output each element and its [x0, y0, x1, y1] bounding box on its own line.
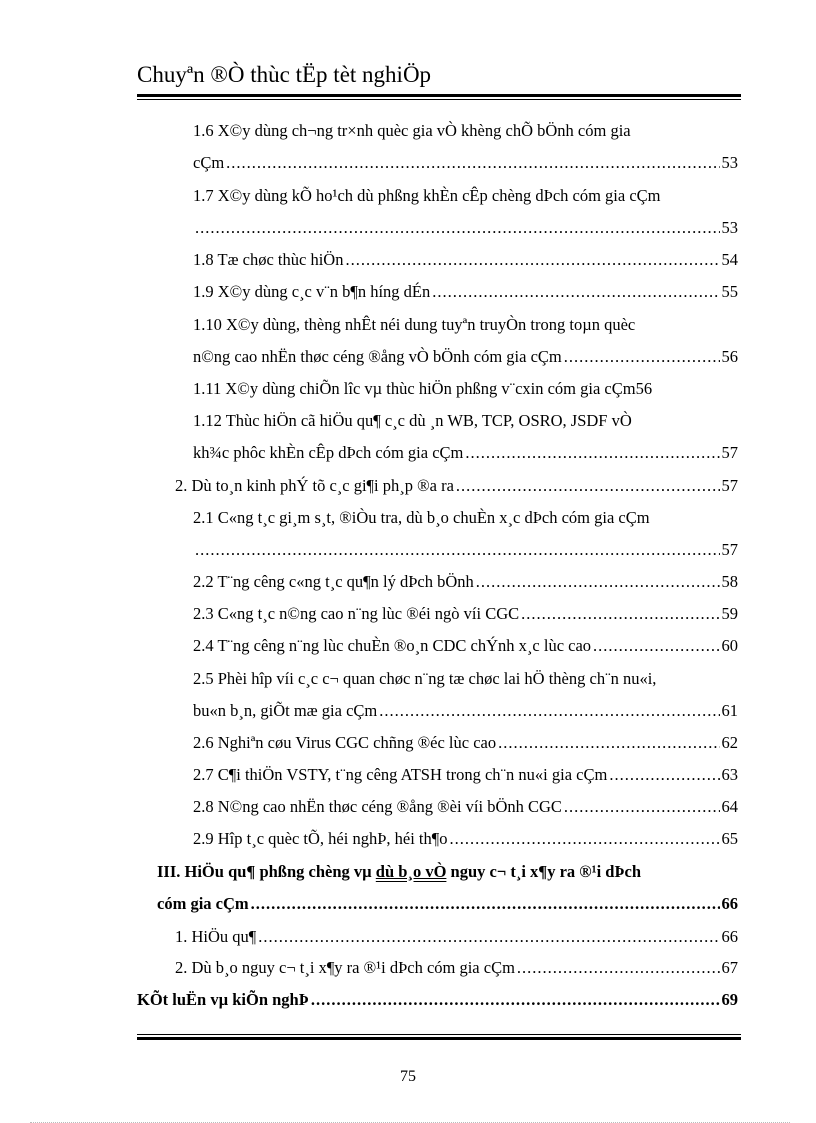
toc-entry-text: 2.7 C¶i thiÖn VSTY, t¨ng cêng ATSH trong ch¨n nu«i gia cÇm	[193, 765, 608, 784]
toc-page-number: 63	[721, 765, 738, 784]
toc-entry-text: 2.3 C«ng t¸c n©ng cao n¨ng lùc ®éi ngò víi CGC	[193, 604, 520, 623]
toc-entry-iii-1	[175, 927, 738, 947]
toc-entry-text: 2.9 Hîp t¸c quèc tÕ, héi nghÞ, héi th¶o	[193, 829, 448, 848]
toc-entry-text: 1.9 X©y dùng c¸c v¨n b¶n híng dÉn	[193, 282, 431, 301]
toc-section-iii	[157, 862, 738, 882]
toc-entry-1-7-cont	[193, 218, 738, 238]
toc-entry-2-3	[193, 604, 738, 624]
toc-page-number: 64	[721, 797, 738, 816]
toc-entry-2-1-cont	[193, 540, 738, 560]
toc-entry-text: cóm gia cÇm	[157, 894, 249, 913]
toc-entry-text: 2.1 C«ng t¸c gi¸m s¸t, ®iÒu tra, dù b¸o chuÈn x¸c dÞch cóm gia cÇm	[193, 508, 650, 527]
toc-entry-text: cÇm	[193, 153, 225, 172]
toc-leader-dots	[564, 347, 720, 367]
toc-leader-dots	[498, 733, 719, 753]
toc-leader-dots	[258, 927, 719, 947]
toc-page-number: 57	[721, 443, 738, 462]
toc-entry-2-2	[193, 572, 738, 592]
toc-entry-text: bu«n b¸n, giÕt mæ gia cÇm	[193, 701, 378, 720]
toc-page-number: 65	[721, 829, 738, 848]
toc-entry-1-12	[193, 411, 738, 431]
toc-entry-text: 1.11 X©y dùng chiÕn lîc vµ thùc hiÖn phßng v¨cxin cóm gia cÇm	[193, 379, 636, 398]
toc-page-number: 59	[721, 604, 738, 623]
toc-page-number: 53	[721, 153, 738, 172]
toc-page-number: 67	[721, 958, 738, 977]
toc-entry-1-7	[193, 186, 738, 206]
toc-leader-dots	[476, 572, 720, 592]
toc-entry-2-7	[193, 765, 738, 785]
toc-entry-text: 1. HiÖu qu¶	[175, 927, 257, 946]
toc-leader-dots	[609, 765, 719, 785]
toc-page-number: 54	[721, 250, 738, 269]
toc-entry-text: 1.6 X©y dùng ch¬ng tr×nh quèc gia vÒ khèng chÕ bÖnh cóm gia	[193, 121, 631, 140]
toc-page-number: 57	[721, 540, 738, 559]
toc-page-number: 56	[721, 347, 738, 366]
toc-page-number: 58	[721, 572, 738, 591]
toc-leader-dots	[465, 443, 719, 463]
toc-entry-text: 2. Dù to¸n kinh phÝ tõ c¸c gi¶i ph¸p ®a ra	[175, 476, 454, 495]
toc-leader-dots	[449, 829, 719, 849]
toc-entry-1-9	[193, 282, 738, 302]
toc-leader-dots	[456, 476, 720, 496]
toc-page-number: 66	[721, 894, 738, 913]
toc-leader-dots	[345, 250, 719, 270]
toc-leader-dots	[564, 797, 720, 817]
toc-entry-text: n©ng cao nhËn thøc céng ®ång vÒ bÖnh cóm gia cÇm	[193, 347, 562, 366]
document-header-title: Chuyªn ®Ò thùc tËp tèt nghiÖp	[137, 62, 432, 87]
toc-leader-dots	[379, 701, 719, 721]
toc-entry-2-6	[193, 733, 738, 753]
toc-entry-2	[175, 476, 738, 496]
header-rule	[137, 94, 741, 100]
toc-leader-dots	[251, 894, 720, 914]
toc-entry-text: KÕt luËn vµ kiÕn nghÞ	[137, 990, 309, 1009]
toc-page-number: 62	[721, 733, 738, 752]
toc-page-number: 56	[635, 379, 653, 398]
toc-entry-iii-2	[175, 958, 738, 978]
toc-entry-text: 2.6 Nghiªn cøu Virus CGC chñng ®éc lùc cao	[193, 733, 497, 752]
toc-entry-1-10	[193, 315, 738, 335]
toc-entry-text: 1.12 Thùc hiÖn cã hiÖu qu¶ c¸c dù ¸n WB, TCP, OSRO, JSDF vÒ	[193, 411, 632, 430]
toc-leader-dots	[226, 153, 719, 173]
toc-entry-2-4	[193, 636, 738, 656]
toc-entry-text: 1.10 X©y dùng, thèng nhÊt néi dung tuyªn truyÒn trong toµn quèc	[193, 315, 636, 334]
toc-entry-text: 1.8 Tæ chøc thùc hiÖn	[193, 250, 344, 269]
toc-entry-text: kh¾c phôc khÈn cÊp dÞch cóm gia cÇm	[193, 443, 464, 462]
page-number: 75	[400, 1068, 416, 1085]
toc-leader-dots	[521, 604, 719, 624]
toc-entry-text: 2.8 N©ng cao nhËn thøc céng ®ång ®èi víi bÖnh CGC	[193, 797, 562, 816]
toc-page-number: 53	[721, 218, 738, 237]
toc-leader-dots	[195, 540, 720, 560]
underlined-phrase: dù b¸o vÒ	[375, 862, 447, 881]
toc-section-iii-cont	[157, 894, 738, 914]
toc-entry-1-6-cont	[193, 153, 738, 173]
toc-leader-dots	[517, 958, 720, 978]
toc-page-number: 61	[721, 701, 738, 720]
toc-entry-text: 2.5 Phèi hîp víi c¸c c¬ quan chøc n¨ng tæ chøc lai hÖ thèng ch¨n nu«i,	[193, 669, 657, 688]
toc-entry-1-11	[193, 379, 738, 399]
toc-entry-text: 2.2 T¨ng cêng c«ng t¸c qu¶n lý dÞch bÖnh	[193, 572, 474, 591]
toc-entry-2-5-cont	[193, 701, 738, 721]
toc-page-number: 69	[721, 990, 738, 1009]
toc-entry-2-5	[193, 669, 738, 689]
toc-entry-2-1	[193, 508, 738, 528]
toc-leader-dots	[593, 636, 719, 656]
toc-entry-text: 1.7 X©y dùng kÕ ho¹ch dù phßng khÈn cÊp chèng dÞch cóm gia cÇm	[193, 186, 661, 205]
toc-entry-1-8	[193, 250, 738, 270]
toc-entry-1-10-cont	[193, 347, 738, 367]
toc-entry-text: 2.4 T¨ng cêng n¨ng lùc chuÈn ®o¸n CDC chÝnh x¸c lùc cao	[193, 636, 592, 655]
toc-entry-1-6	[193, 121, 738, 141]
toc-page-number: 60	[721, 636, 738, 655]
toc-page-number: 55	[721, 282, 738, 301]
toc-leader-dots	[311, 990, 720, 1010]
toc-entry-2-9	[193, 829, 738, 849]
toc-leader-dots	[195, 218, 720, 238]
toc-entry-text: 2. Dù b¸o nguy c¬ t¸i x¶y ra ®¹i dÞch cóm gia cÇm	[175, 958, 515, 977]
toc-leader-dots	[432, 282, 719, 302]
toc-entry-1-12-cont	[193, 443, 738, 463]
toc-page-number: 66	[721, 927, 738, 946]
footer-rule	[137, 1034, 741, 1040]
toc-entry-text: III. HiÖu qu¶ phßng chèng vµ dù b¸o vÒ nguy c¬ t¸i x¶y ra ®¹i dÞch	[157, 862, 642, 881]
toc-conclusion	[137, 990, 738, 1010]
toc-entry-2-8	[193, 797, 738, 817]
toc-page-number: 57	[721, 476, 738, 495]
